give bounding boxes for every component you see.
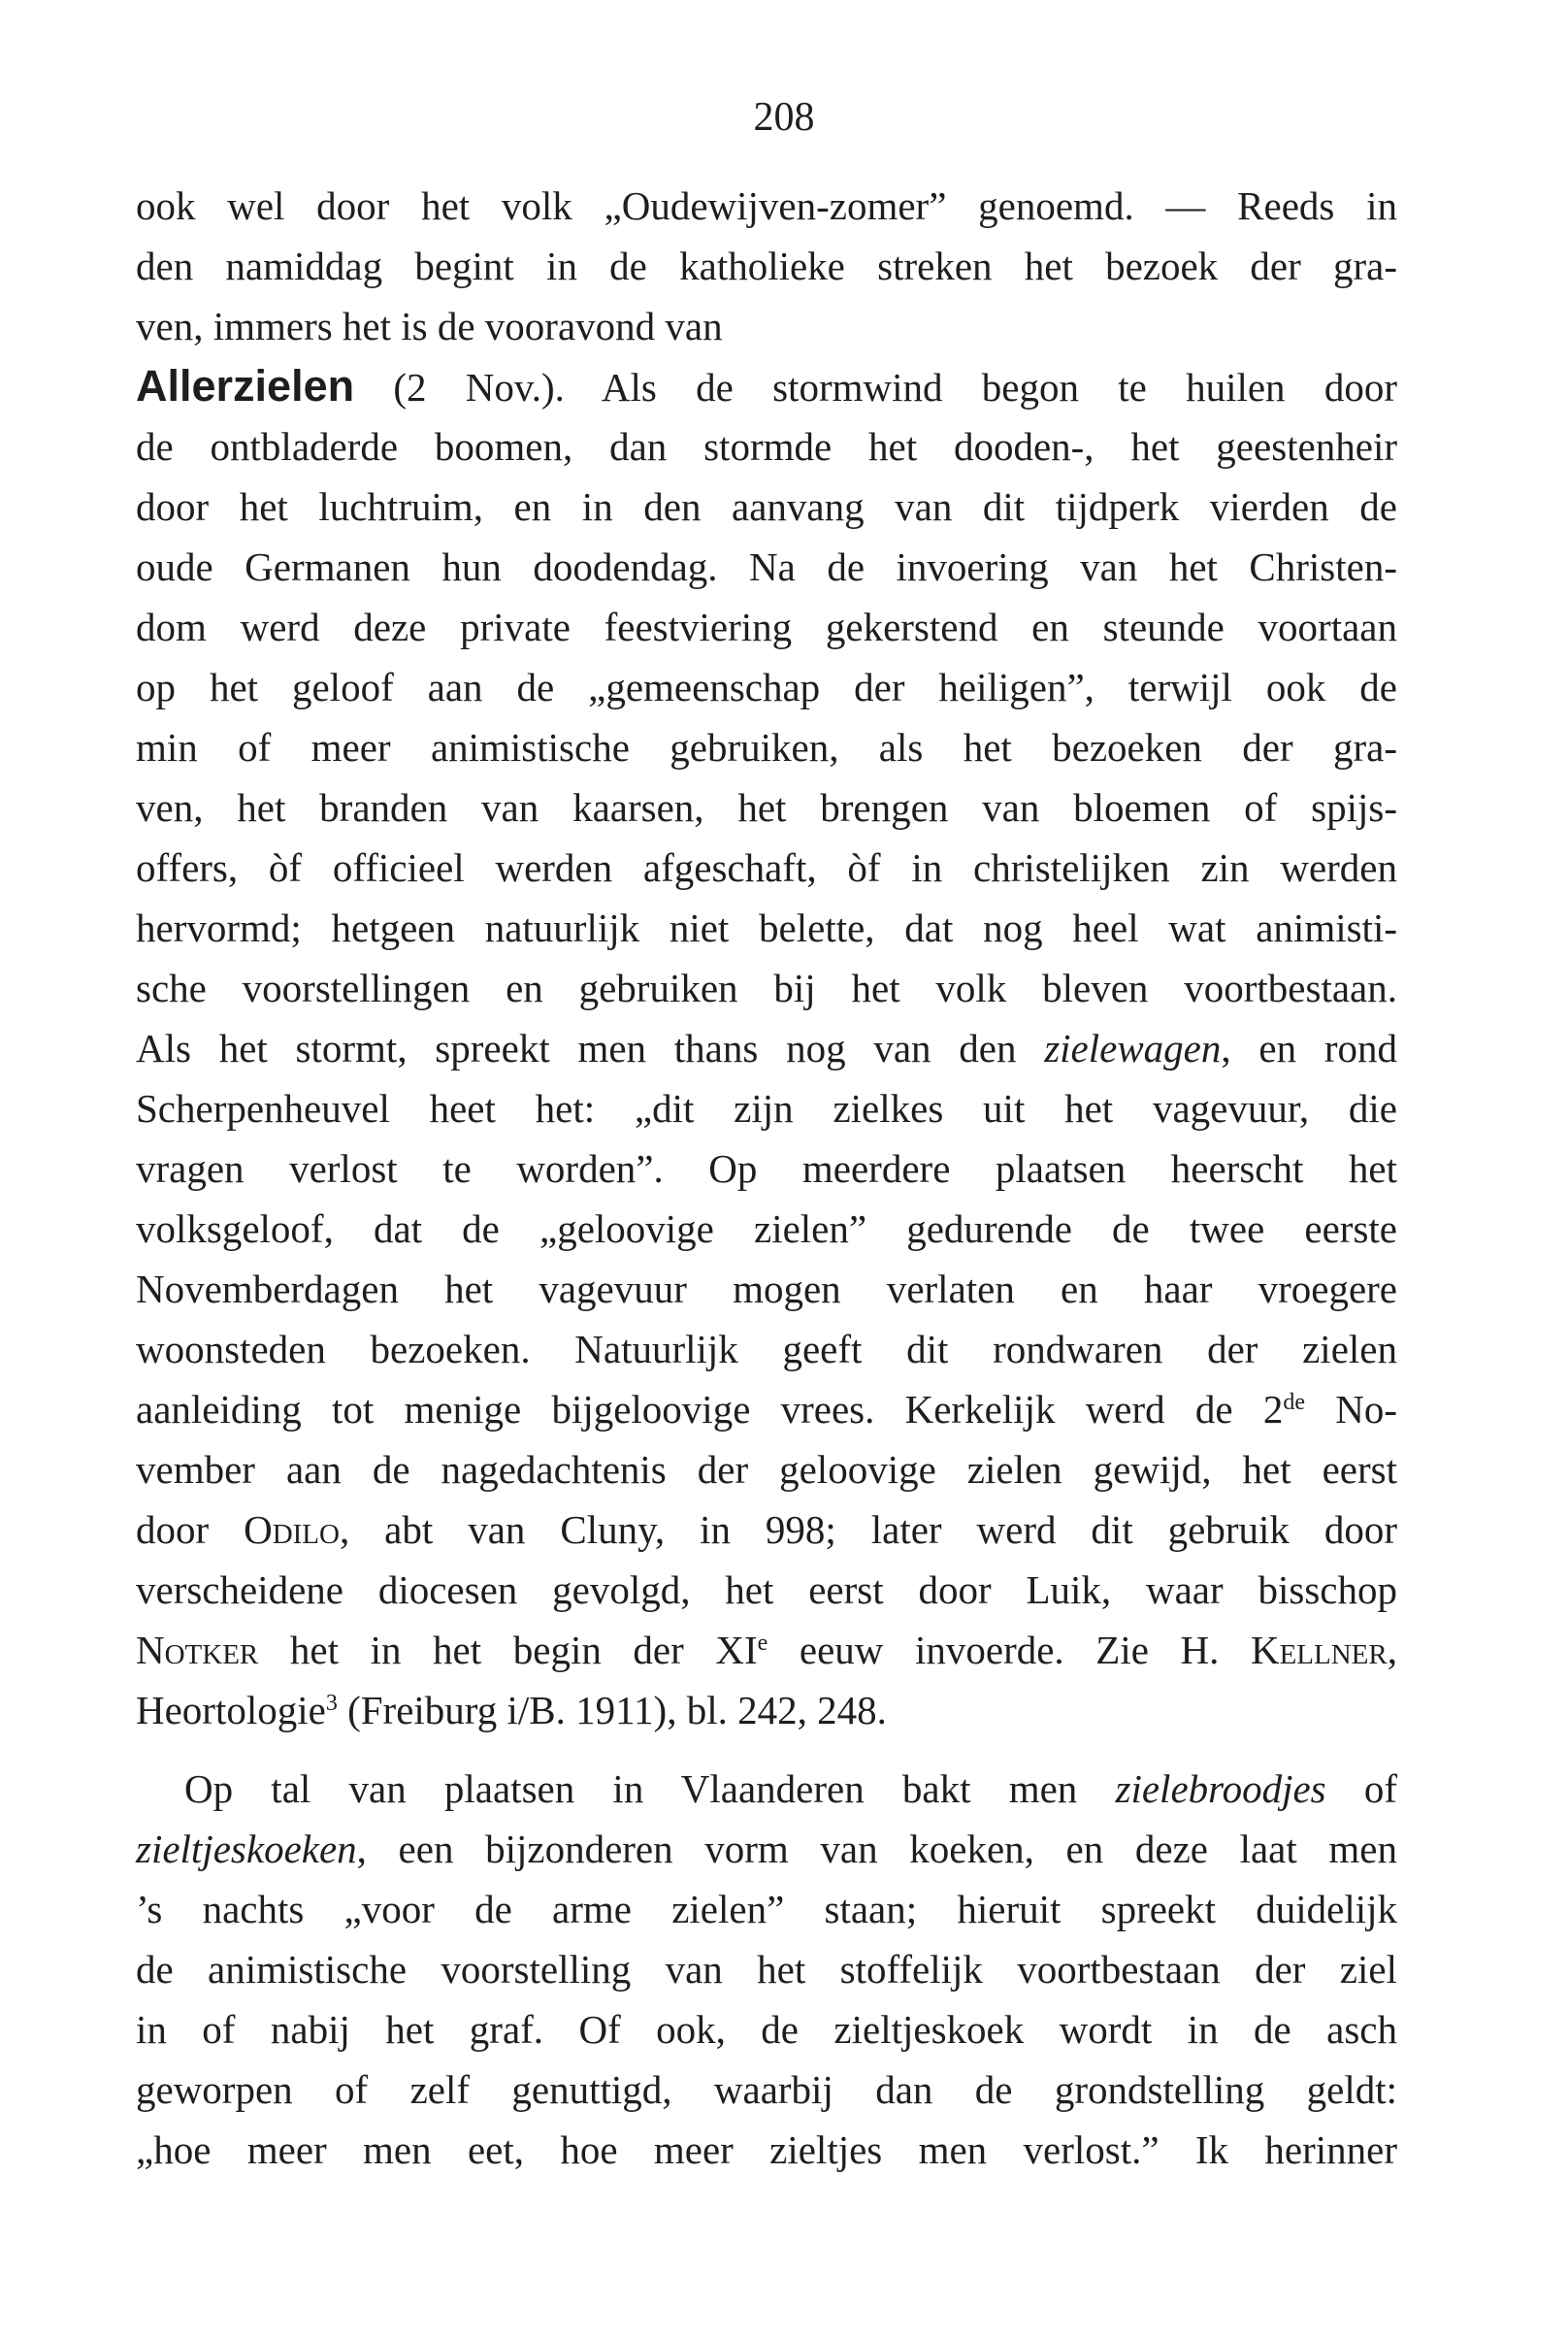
- text-line: hervormd; hetgeen natuurlijk niet belette, dat nog heel wat animisti-: [136, 906, 1397, 950]
- text-line: op het geloof aan de „gemeenschap der heiligen”, terwijl ook de: [136, 665, 1397, 709]
- text-line: [136, 1379, 1397, 1439]
- superscript: 3: [325, 1691, 338, 1716]
- text-line: woonsteden bezoeken. Natuurlijk geeft dit rondwaren der zielen: [136, 1327, 1397, 1371]
- text-span: Op tal van plaatsen in Vlaanderen bakt men: [184, 1766, 1116, 1811]
- text-span: ,: [1387, 1628, 1397, 1672]
- text-line: vember aan de nagedachtenis der geloovige zielen gewijd, het eerst: [136, 1447, 1397, 1492]
- text-line: [136, 1620, 1397, 1680]
- text-span: , en rond: [1221, 1026, 1397, 1071]
- entry-heading: Allerzielen: [136, 361, 355, 411]
- text-span: No-: [1305, 1387, 1398, 1432]
- italic-term: zielebroodjes: [1115, 1766, 1326, 1811]
- text-span: het in het begin der XI: [258, 1628, 758, 1672]
- text-line: „hoe meer men eet, hoe meer zieltjes men verlost.” Ik herinner: [136, 2127, 1397, 2172]
- text-line: volksgeloof, dat de „geloovige zielen” gedurende de twee eerste: [136, 1206, 1397, 1251]
- text-line: ’s nachts „voor de arme zielen” staan; hieruit spreekt duidelijk: [136, 1887, 1397, 1931]
- text-line: vragen verlost te worden”. Op meerdere plaatsen heerscht het: [136, 1146, 1397, 1191]
- text-span: door: [136, 1507, 245, 1552]
- text-line: [136, 1819, 1397, 1879]
- text-line: de ontbladerde boomen, dan stormde het dooden-, het geestenheir: [136, 424, 1397, 469]
- text-line: min of meer animistische gebruiken, als het bezoeken der gra-: [136, 725, 1397, 770]
- page-number: 208: [753, 95, 815, 140]
- text-span: (2 Nov.). Als de stormwind begon te huilen door: [354, 365, 1397, 410]
- text-span: (Freiburg i/B. 1911), bl. 242, 248.: [337, 1688, 887, 1732]
- text-line: sche voorstellingen en gebruiken bij het volk bleven voortbestaan.: [136, 966, 1397, 1010]
- text-line: [136, 1018, 1397, 1078]
- text-line: [136, 356, 1397, 416]
- text-line: Scherpenheuvel heet het: „dit zijn zielkes uit het vagevuur, die: [136, 1086, 1397, 1131]
- italic-term: zielewagen: [1044, 1026, 1222, 1071]
- person-name: Notker: [136, 1628, 259, 1672]
- text-line: ven, immers het is de vooravond van: [136, 304, 723, 348]
- superscript: e: [757, 1631, 768, 1656]
- text-line: den namiddag begint in de katholieke streken het bezoek der gra-: [136, 244, 1397, 288]
- text-line: [184, 1759, 1397, 1819]
- text-span: of: [1325, 1766, 1397, 1811]
- text-line: [136, 1499, 1397, 1560]
- text-line: de animistische voorstelling van het stoffelijk voortbestaan der ziel: [136, 1947, 1397, 1992]
- text-line: Novemberdagen het vagevuur mogen verlaten en haar vroegere: [136, 1267, 1397, 1311]
- text-span: Heortologie: [136, 1688, 326, 1732]
- text-line: geworpen of zelf genuttigd, waarbij dan de grondstelling geldt:: [136, 2067, 1397, 2112]
- text-line: ook wel door het volk „Oudewijven-zomer” genoemd. — Reeds in: [136, 183, 1397, 228]
- person-name: Odilo: [244, 1507, 340, 1552]
- text-line: oude Germanen hun doodendag. Na de invoering van het Christen-: [136, 544, 1397, 589]
- text-line: [136, 1680, 1397, 1740]
- text-span: , abt van Cluny, in 998; later werd dit gebruik door: [339, 1507, 1397, 1552]
- text-span: , een bijzonderen vorm van koeken, en deze laat men: [356, 1827, 1397, 1871]
- text-line: door het luchtruim, en in den aanvang van dit tijdperk vierden de: [136, 484, 1397, 529]
- text-line: ven, het branden van kaarsen, het brengen van bloemen of spijs-: [136, 785, 1397, 830]
- text-span: Als het stormt, spreekt men thans nog van den: [136, 1026, 1045, 1071]
- text-line: offers, òf officieel werden afgeschaft, òf in christelijken zin werden: [136, 845, 1397, 890]
- italic-term: zieltjeskoeken: [136, 1827, 357, 1871]
- text-span: aanleiding tot menige bijgeloovige vrees. Kerkelijk werd de 2: [136, 1387, 1284, 1432]
- text-span: eeuw invoerde. Zie H.: [768, 1628, 1251, 1672]
- text-line: dom werd deze private feestviering gekerstend en steunde voortaan: [136, 605, 1397, 649]
- text-line: in of nabij het graf. Of ook, de zieltjeskoek wordt in de asch: [136, 2007, 1397, 2052]
- superscript: de: [1283, 1390, 1305, 1415]
- text-line: verscheidene diocesen gevolgd, het eerst door Luik, waar bisschop: [136, 1567, 1397, 1612]
- person-name: Kellner: [1250, 1628, 1388, 1672]
